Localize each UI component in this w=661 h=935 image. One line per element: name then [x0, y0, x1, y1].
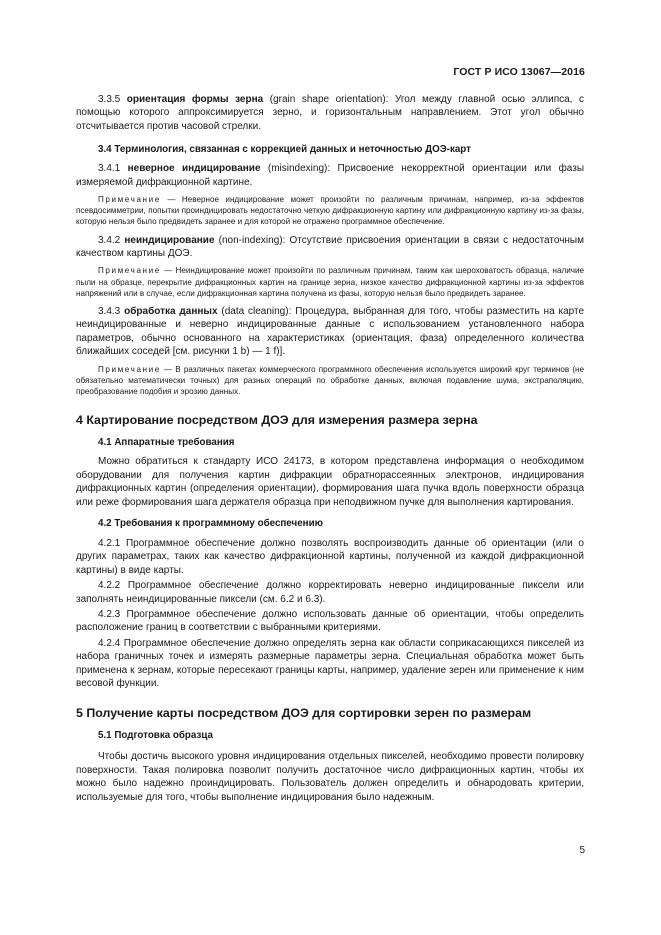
clause-number: 3.3.5: [98, 94, 121, 105]
section-4-title: 4 Картирование посредством ДОЭ для измерения размера зерна: [76, 413, 478, 428]
note-label: Примечание: [98, 195, 161, 205]
clause-3-4-3: [76, 305, 584, 359]
clause-number: 3.4.2: [98, 234, 121, 246]
section-5-title: 5 Получение карты посредством ДОЭ для сортировки зерен по размерам: [76, 706, 532, 721]
definition: (grain shape orientation): Угол между главной осью эллипса, с помощью которого аппроксимируется зерно, и горизонтальным направлением. Этот угол обычно отсчитывается против часовой стрелки.: [76, 94, 584, 132]
definition: (data cleaning): Процедура, выбранная для того, чтобы разместить на карте неиндицированные и неверно индицированные данные с использованием установленного набора параметров, обычно основанного на характеристиках (ориентация, фаза) определенного количества ближайших соседей [см. рисунки 1 b) — 1 f)].: [76, 306, 585, 358]
clause-number: 3.4.3: [98, 306, 121, 318]
note-text: — Неиндицирование может произойти по различным причинам, таким как шероховатость образца, наличие пыли на образце, перекрытие дифракционных картин на границе зерна, низкое качество дифракционной картины из-за эффектов напряжений или в случае, если дифракционная картина получена из фазы, которую нельзя было предвидеть заранее.: [76, 266, 585, 298]
note-label: Примечание: [98, 266, 161, 276]
page-content: [76, 93, 584, 804]
note-3-4-3: [76, 364, 584, 398]
term: обработка данных: [124, 306, 218, 318]
document-header: ГОСТ Р ИСО 13067—2016: [453, 66, 585, 78]
term: неверное индицирование: [127, 163, 261, 175]
subsection-3-4-title: 3.4 Терминология, связанная с коррекцией данных и неточностью ДОЭ-карт: [98, 144, 471, 156]
clause-3-4-1: [76, 162, 584, 189]
term: ориентация формы зерна: [126, 94, 264, 105]
note-text: — В различных пакетах коммерческого программного обеспечения используется широкий круг терминов (не обязательно математически точных) для разных операций по обработке данных, включая подавление шума, экстраполяцию, преобразование подобия и эрозию данных.: [76, 364, 584, 397]
note-text: — Неверное индицирование может произойти по различным причинам, например, из-за эффектов псевдосимметрии, попытки проиндицировать недостаточно четкую дифракционную картину или дифракционную картину из-за фазы, которую нельзя было предвидеть заранее и для которой не отражено программное обеспечение.: [76, 195, 584, 227]
subsection-5-1-title: 5.1 Подготовка образца: [98, 730, 213, 742]
paragraph-5-1: Чтобы достичь высокого уровня индицирования отдельных пикселей, необходимо провести полировку поверхности. Такая полировка позволит получить достаточное число дифракционных картин, чтобы их можно было надежно проиндицировать. Пользователь должен определить и обнародовать критерии, используемые для того, чтобы выполнение индицирования было надежным.: [76, 751, 584, 803]
definition: (misindexing): Присвоение некорректной ориентации или фазы измеряемой дифракционной картине.: [76, 163, 585, 188]
clause-4-2-1: 4.2.1 Программное обеспечение должно позволять воспроизводить данные об ориентации (или о других параметрах, таких как качество дифракционной картины, полученной из каждой дифракционной картины) в виде карты.: [76, 537, 584, 576]
clause-3-4-2: [76, 234, 584, 261]
clause-number: 3.4.1: [98, 163, 121, 175]
clause-4-2-3: 4.2.3 Программное обеспечение должно использовать данные об ориентации, чтобы определить расположение границ в соответствии с выбранными критериями.: [76, 608, 584, 634]
page-number: 5: [579, 845, 585, 856]
subsection-4-2-title: 4.2 Требования к программному обеспечению: [98, 517, 323, 529]
clause-3-3-5: [76, 93, 584, 133]
paragraph-4-1: Можно обратиться к стандарту ИСО 24173, в котором представлена информация о необходимом оборудовании для получения картин дифракции обратнорассеянных электронов, индицирования дифракционных картин (определения ориентации), формирования шага пучка вдоль поверхности образца или реже формирования шага держателя образца при неподвижном пучке для выполнения картирования.: [76, 456, 584, 508]
note-label: Примечание: [98, 364, 161, 374]
term: неиндицирование: [124, 234, 215, 246]
subsection-4-1-title: 4.1 Аппаратные требования: [98, 437, 235, 449]
clause-4-2-2: 4.2.2 Программное обеспечение должно корректировать неверно индицированные пиксели или заполнять неиндицированные пиксели (см. 6.2 и 6.3).: [76, 580, 584, 605]
note-3-4-2: [76, 265, 584, 299]
note-3-4-1: [76, 194, 584, 228]
clause-4-2-4: 4.2.4 Программное обеспечение должно определять зерна как области соприкасающихся пикселей из набора граничных точек и измерять размерные параметры зерна. Специальная обработка может быть применена к зернам, которые пересекают границы карты, например, удаление зерен или применение к ним весовой функции.: [76, 637, 584, 689]
definition: (non-indexing): Отсутствие присвоения ориентации в связи с недостаточным качеством картины ДОЭ.: [76, 234, 584, 260]
